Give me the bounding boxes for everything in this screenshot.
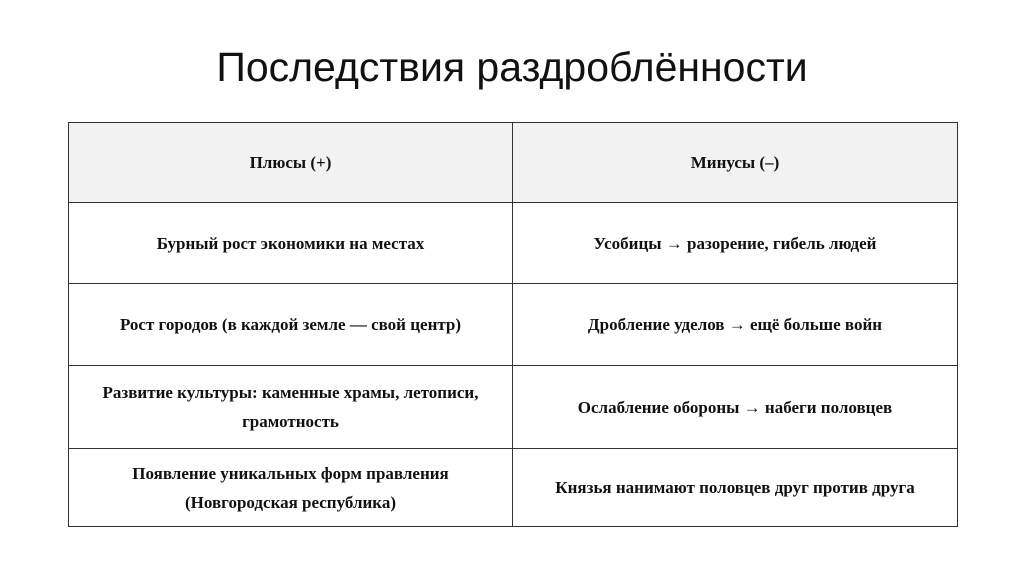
table-header-row: [69, 123, 958, 203]
table-row: [69, 366, 958, 449]
pros-cell: Бурный рост экономики на местах: [69, 203, 513, 284]
table-row: [69, 203, 958, 284]
cons-cell: Князья нанимают половцев друг против друга: [513, 449, 958, 527]
slide-title: Последствия раздроблённости: [216, 44, 808, 90]
pros-cell: Развитие культуры: каменные храмы, летописи, грамотность: [69, 366, 513, 449]
comparison-table: [68, 122, 958, 527]
cons-cell: Ослабление обороны → набеги половцев: [513, 366, 958, 449]
pros-cell: Рост городов (в каждой земле — свой центр): [69, 284, 513, 366]
header-cons: Минусы (–): [513, 123, 958, 203]
table-row: [69, 449, 958, 527]
pros-cell: Появление уникальных форм правления (Новгородская республика): [69, 449, 513, 527]
cons-cell: Дробление уделов → ещё больше войн: [513, 284, 958, 366]
header-pros: Плюсы (+): [69, 123, 513, 203]
cons-cell: Усобицы → разорение, гибель людей: [513, 203, 958, 284]
table-row: [69, 284, 958, 366]
